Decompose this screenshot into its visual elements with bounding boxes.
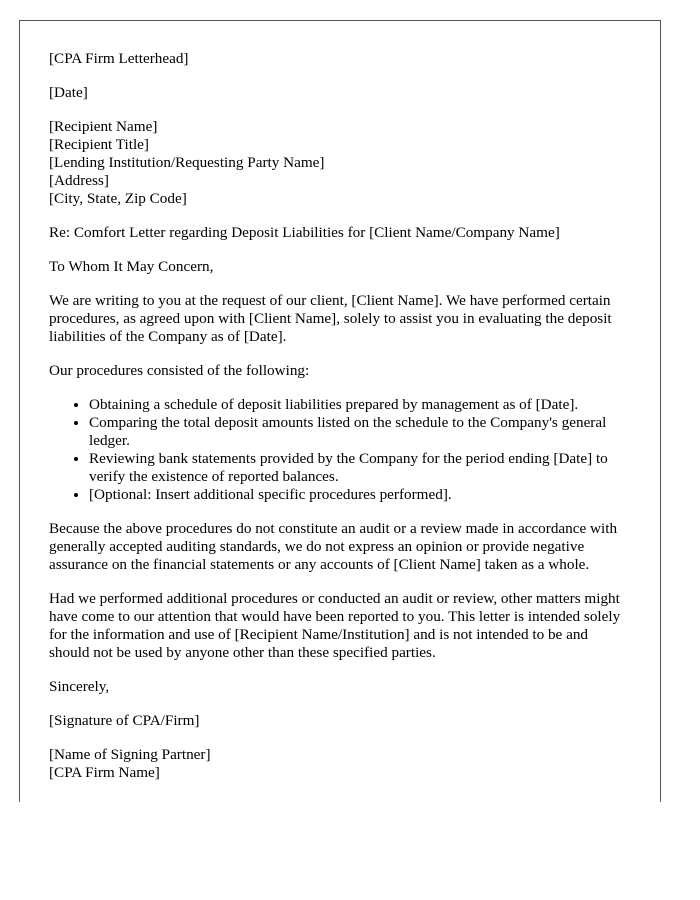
recipient-name: [Recipient Name] — [49, 118, 158, 135]
cpa-firm-name: [CPA Firm Name] — [49, 764, 160, 781]
closing: Sincerely, — [49, 678, 110, 695]
signer-block — [49, 746, 631, 782]
letter-date: [Date] — [49, 84, 88, 101]
recipient-address-block — [49, 118, 631, 208]
recipient-city-state-zip: [City, State, Zip Code] — [49, 190, 187, 207]
subject-line: Re: Comfort Letter regarding Deposit Liabilities for [Client Name/Company Name] — [49, 224, 560, 241]
disclaimer-paragraph: Because the above procedures do not constitute an audit or a review made in accordance with generally accepted auditing standards, we do not express an opinion or provide negative assurance on the financial statements or any accounts of [Client Name] taken as a whole. — [49, 520, 618, 573]
salutation: To Whom It May Concern, — [49, 258, 214, 275]
recipient-institution: [Lending Institution/Requesting Party Name] — [49, 154, 325, 171]
procedure-item: • Comparing the total deposit amounts listed on the schedule to the Company's general ledger. — [89, 414, 631, 450]
recipient-address: [Address] — [49, 172, 109, 189]
procedures-intro: Our procedures consisted of the following: — [49, 362, 310, 379]
letterhead: [CPA Firm Letterhead] — [49, 50, 189, 67]
signing-partner-name: [Name of Signing Partner] — [49, 746, 211, 763]
procedure-item: • Reviewing bank statements provided by the Company for the period ending [Date] to verify the existence of reported balances. — [89, 450, 631, 486]
procedure-item: • Obtaining a schedule of deposit liabilities prepared by management as of [Date]. — [89, 396, 631, 414]
procedures-list — [49, 396, 631, 504]
letter-page — [19, 20, 661, 802]
signature: [Signature of CPA/Firm] — [49, 712, 200, 729]
procedure-item: • [Optional: Insert additional specific procedures performed]. — [89, 486, 631, 504]
restriction-paragraph: Had we performed additional procedures or conducted an audit or review, other matters might have come to our attention that would have been reported to you. This letter is intended solely for the information and use of [Recipient Name/Institution] and is not intended to be and should not be used by anyone other than these specified parties. — [49, 590, 621, 661]
intro-paragraph: We are writing to you at the request of our client, [Client Name]. We have performed certain procedures, as agreed upon with [Client Name], solely to assist you in evaluating the deposit liabilities of the Company as of [Date]. — [49, 292, 612, 345]
recipient-title: [Recipient Title] — [49, 136, 149, 153]
